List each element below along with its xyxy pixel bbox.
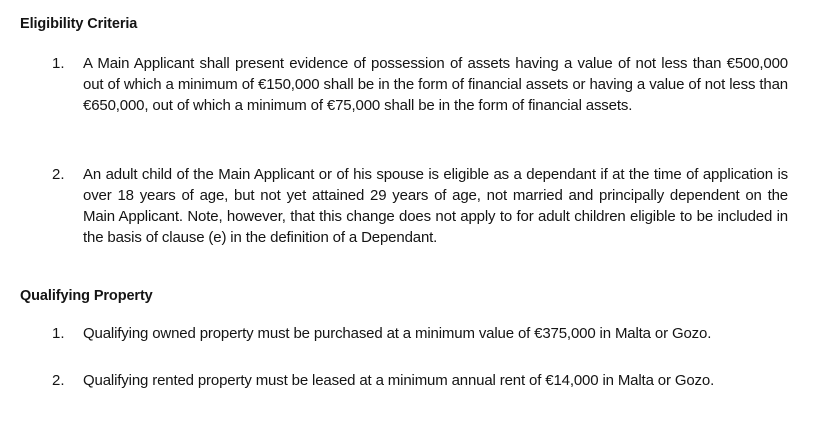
list-item-text: An adult child of the Main Applicant or of his spouse is eligible as a dependant if at the time of application is over 18 years of age, but not yet attained 29 years of age, not married and principally dependent on the Main Applicant. Note, however, that this change does not apply to for adult children eligible to be included in the basis of clause (e) in the definition of a Dependant.	[83, 166, 788, 246]
list-item-number: 2.	[52, 372, 65, 389]
list-item	[52, 164, 788, 248]
list-item-number: 1.	[52, 55, 65, 72]
list-item-text: A Main Applicant shall present evidence of possession of assets having a value of not less than €500,000 out of which a minimum of €150,000 shall be in the form of financial assets or having a value of not less than €650,000, out of which a minimum of €75,000 shall be in the form of financial assets.	[83, 55, 788, 114]
list-item-number: 2.	[52, 166, 65, 183]
qualifying-property-heading: Qualifying Property	[20, 288, 153, 304]
list-item-number: 1.	[52, 325, 65, 342]
list-item	[52, 323, 788, 344]
list-item	[52, 370, 788, 391]
list-item-text: Qualifying owned property must be purchased at a minimum value of €375,000 in Malta or Gozo.	[83, 325, 712, 342]
list-item	[52, 53, 788, 116]
eligibility-criteria-heading: Eligibility Criteria	[20, 16, 138, 32]
list-item-text: Qualifying rented property must be leased at a minimum annual rent of €14,000 in Malta or Gozo.	[83, 372, 715, 389]
